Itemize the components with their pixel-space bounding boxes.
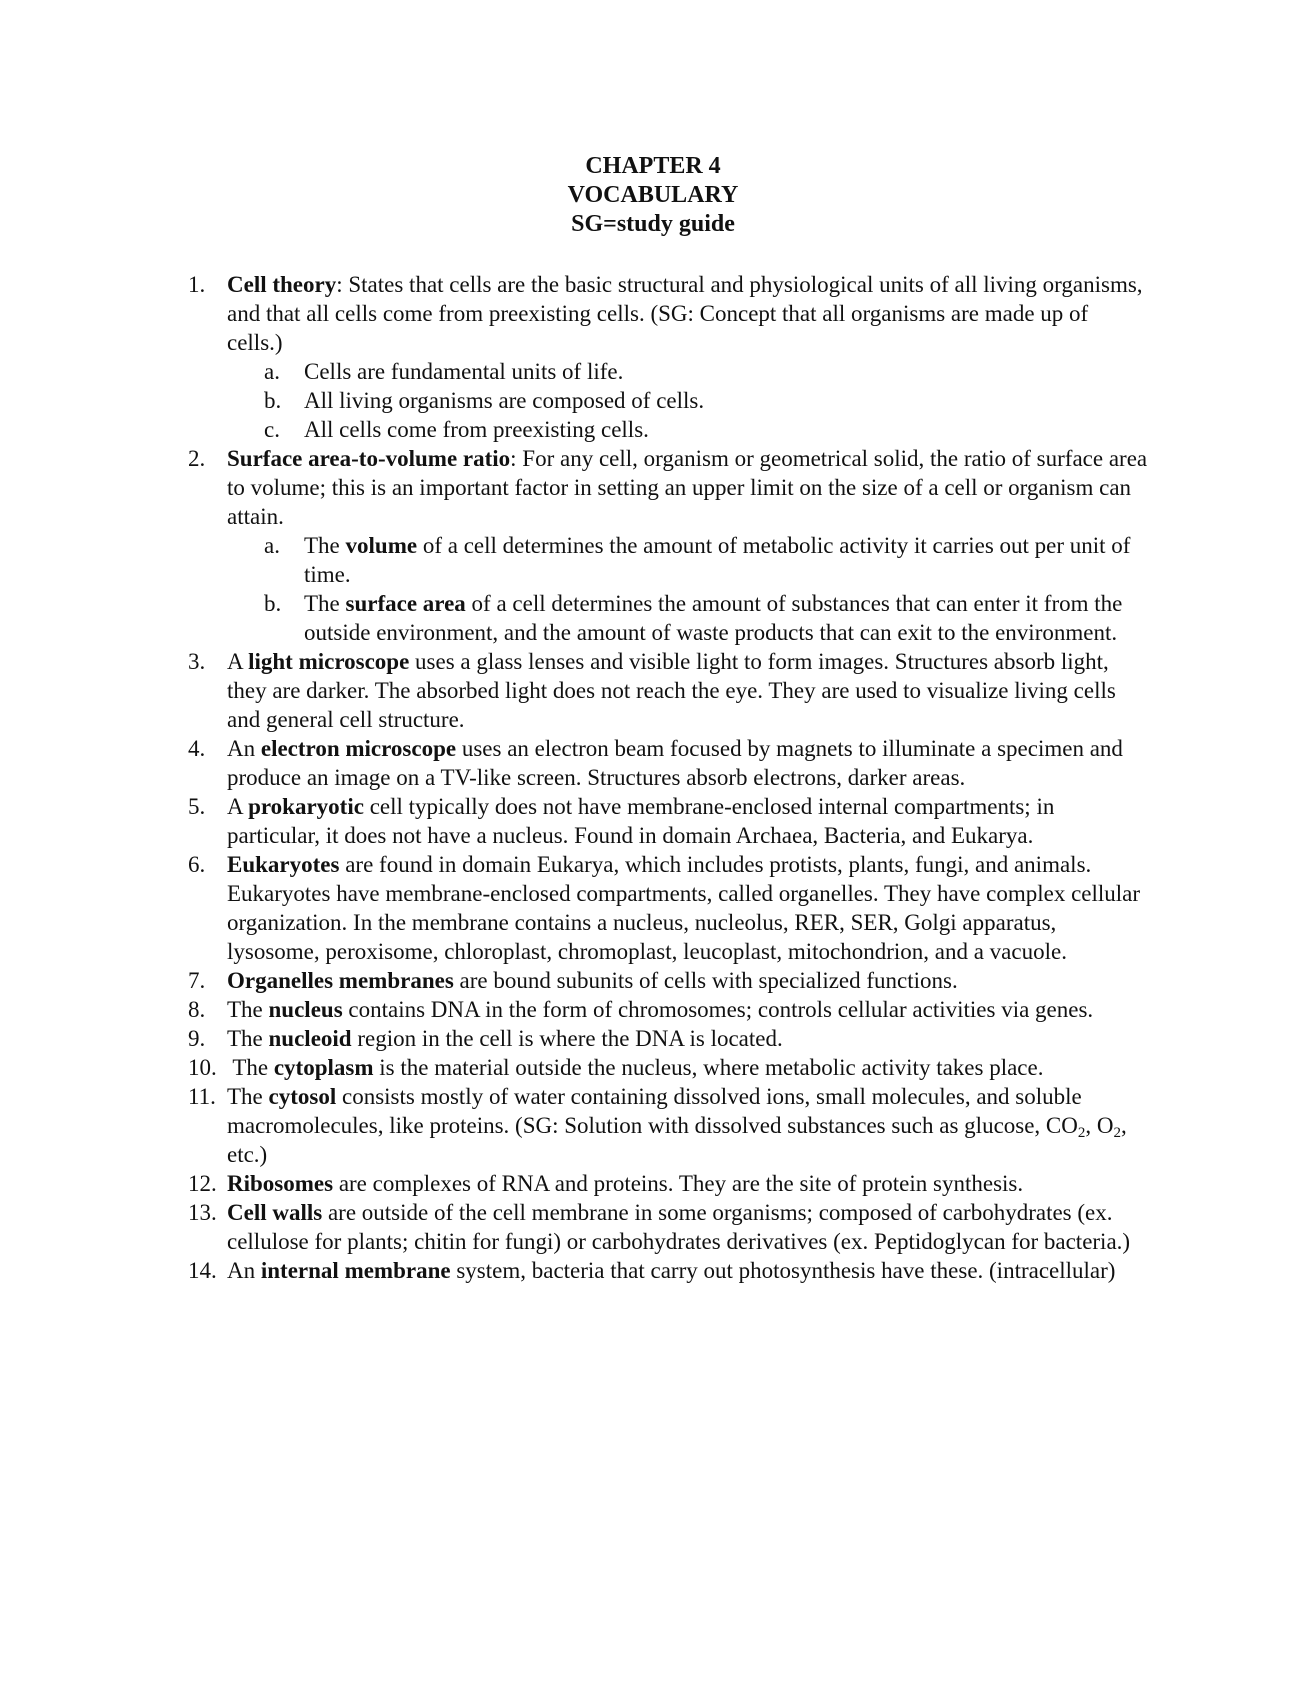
sub-item-prefix: The	[304, 591, 346, 616]
definition-text: : For any cell, organism or geometrical solid, the ratio of surface area to volume; this is an important factor in setting an upper limit on the size of a cell or organism can attain.	[227, 446, 1148, 529]
vocab-term: cytoplasm	[273, 1055, 374, 1080]
vocab-term: Ribosomes	[227, 1171, 334, 1196]
item-prefix: A	[227, 794, 249, 819]
item-prefix: The	[227, 1026, 269, 1051]
vocab-term: electron microscope	[260, 736, 457, 761]
list-item	[188, 444, 1148, 531]
vocab-term: Cell theory	[227, 272, 337, 297]
sub-item-letter: b.	[264, 388, 282, 413]
item-number: 2.	[188, 446, 206, 471]
definition-text: are found in domain Eukarya, which includes protists, plants, fungi, and animals. Eukaryotes have membrane-enclosed compartments, called organelles. They have complex cellular organization. In the membrane contains a nucleus, nucleolus, RER, SER, Golgi apparatus, lysosome, peroxisome, chloroplast, chromoplast, leucoplast, mitochondrion, and a vacuole.	[227, 852, 1141, 964]
vocab-term: cytosol	[268, 1084, 337, 1109]
abbreviation-note: SG=study guide	[571, 211, 735, 237]
list-item	[188, 1256, 1148, 1285]
item-number: 11.	[188, 1084, 216, 1109]
vocab-term: Surface area-to-volume ratio	[227, 446, 511, 471]
definition-text: contains DNA in the form of chromosomes; controls cellular activities via genes.	[342, 997, 1094, 1022]
list-item	[188, 966, 1148, 995]
definition-text: region in the cell is where the DNA is located.	[351, 1026, 783, 1051]
sub-item-letter: b.	[264, 591, 282, 616]
item-number: 3.	[188, 649, 206, 674]
vocab-term: volume	[345, 533, 418, 558]
list-item	[188, 850, 1148, 966]
list-item	[188, 995, 1148, 1024]
list-item	[188, 792, 1148, 850]
list-item	[188, 270, 1148, 357]
item-prefix: An	[227, 736, 261, 761]
item-number: 6.	[188, 852, 206, 877]
list-item	[188, 1053, 1148, 1082]
definition-text: system, bacteria that carry out photosynthesis have these. (intracellular)	[450, 1258, 1116, 1283]
item-number: 13.	[188, 1200, 217, 1225]
sub-list-item	[188, 386, 1148, 415]
vocab-term: Cell walls	[227, 1200, 323, 1225]
document-header	[0, 152, 1306, 239]
sub-list-item	[188, 415, 1148, 444]
sub-item-text: of a cell determines the amount of substances that can enter it from the outside environment, and the amount of waste products that can exit to the environment.	[304, 591, 1123, 645]
item-number: 8.	[188, 997, 206, 1022]
subscript: 2	[1113, 1125, 1122, 1141]
sub-item-letter: c.	[264, 417, 280, 442]
sub-list-item	[188, 357, 1148, 386]
sub-item-prefix: The	[304, 533, 346, 558]
definition-text: are complexes of RNA and proteins. They are the site of protein synthesis.	[333, 1171, 1024, 1196]
sub-item-letter: a.	[264, 533, 280, 558]
sub-item-text: All cells come from preexisting cells.	[304, 417, 649, 442]
vocab-term: prokaryotic	[248, 794, 364, 819]
definition-text: uses a glass lenses and visible light to form images. Structures absorb light, they are darker. The absorbed light does not reach the eye. They are used to visualize living cells and general cell structure.	[227, 649, 1116, 732]
vocab-term: Eukaryotes	[227, 852, 340, 877]
item-prefix: A	[227, 649, 249, 674]
section-title: VOCABULARY	[567, 182, 739, 208]
item-number: 10.	[188, 1055, 217, 1080]
vocab-term: nucleus	[268, 997, 343, 1022]
sub-item-text: All living organisms are composed of cells.	[304, 388, 705, 413]
definition-text: are outside of the cell membrane in some organisms; composed of carbohydrates (ex. cellulose for plants; chitin for fungi) or carbohydrates derivatives (ex. Peptidoglycan for bacteria.)	[227, 1200, 1131, 1254]
item-prefix: An	[227, 1258, 261, 1283]
vocab-term: light microscope	[248, 649, 410, 674]
vocab-term: surface area	[345, 591, 466, 616]
list-item	[188, 1082, 1148, 1169]
definition-text: , O	[1085, 1113, 1114, 1138]
list-item	[188, 1024, 1148, 1053]
sub-list-item	[188, 531, 1148, 589]
sub-list-item	[188, 589, 1148, 647]
chapter-title: CHAPTER 4	[585, 153, 721, 179]
vocab-term: internal membrane	[260, 1258, 451, 1283]
definition-text: is the material outside the nucleus, where metabolic activity takes place.	[373, 1055, 1044, 1080]
list-item	[188, 1169, 1148, 1198]
item-number: 14.	[188, 1258, 217, 1283]
vocab-term: nucleoid	[268, 1026, 352, 1051]
list-item	[188, 1198, 1148, 1256]
item-prefix: The	[227, 1055, 274, 1080]
item-number: 12.	[188, 1171, 217, 1196]
sub-item-letter: a.	[264, 359, 280, 384]
subscript: 2	[1077, 1125, 1086, 1141]
definition-text: uses an electron beam focused by magnets to illuminate a specimen and produce an image on a TV-like screen. Structures absorb electrons, darker areas.	[227, 736, 1123, 790]
list-item	[188, 734, 1148, 792]
definition-text: , etc.)	[227, 1113, 1127, 1167]
list-item	[188, 647, 1148, 734]
vocabulary-list	[188, 270, 1148, 1285]
item-number: 9.	[188, 1026, 206, 1051]
definition-text: : States that cells are the basic structural and physiological units of all living organisms, and that all cells come from preexisting cells. (SG: Concept that all organisms are made up of cells.)	[227, 272, 1143, 355]
sub-item-text: Cells are fundamental units of life.	[304, 359, 624, 384]
item-number: 4.	[188, 736, 206, 761]
item-number: 7.	[188, 968, 206, 993]
sub-item-text: of a cell determines the amount of metabolic activity it carries out per unit of time.	[304, 533, 1131, 587]
item-number: 1.	[188, 272, 206, 297]
vocab-term: Organelles membranes	[227, 968, 454, 993]
item-prefix: The	[227, 997, 269, 1022]
definition-text: consists mostly of water containing dissolved ions, small molecules, and soluble macromolecules, like proteins. (SG: Solution with dissolved substances such as glucose, CO	[227, 1084, 1082, 1138]
item-number: 5.	[188, 794, 206, 819]
item-prefix: The	[227, 1084, 269, 1109]
definition-text: are bound subunits of cells with specialized functions.	[453, 968, 958, 993]
definition-text: cell typically does not have membrane-enclosed internal compartments; in particular, it does not have a nucleus. Found in domain Archaea, Bacteria, and Eukarya.	[227, 794, 1055, 848]
